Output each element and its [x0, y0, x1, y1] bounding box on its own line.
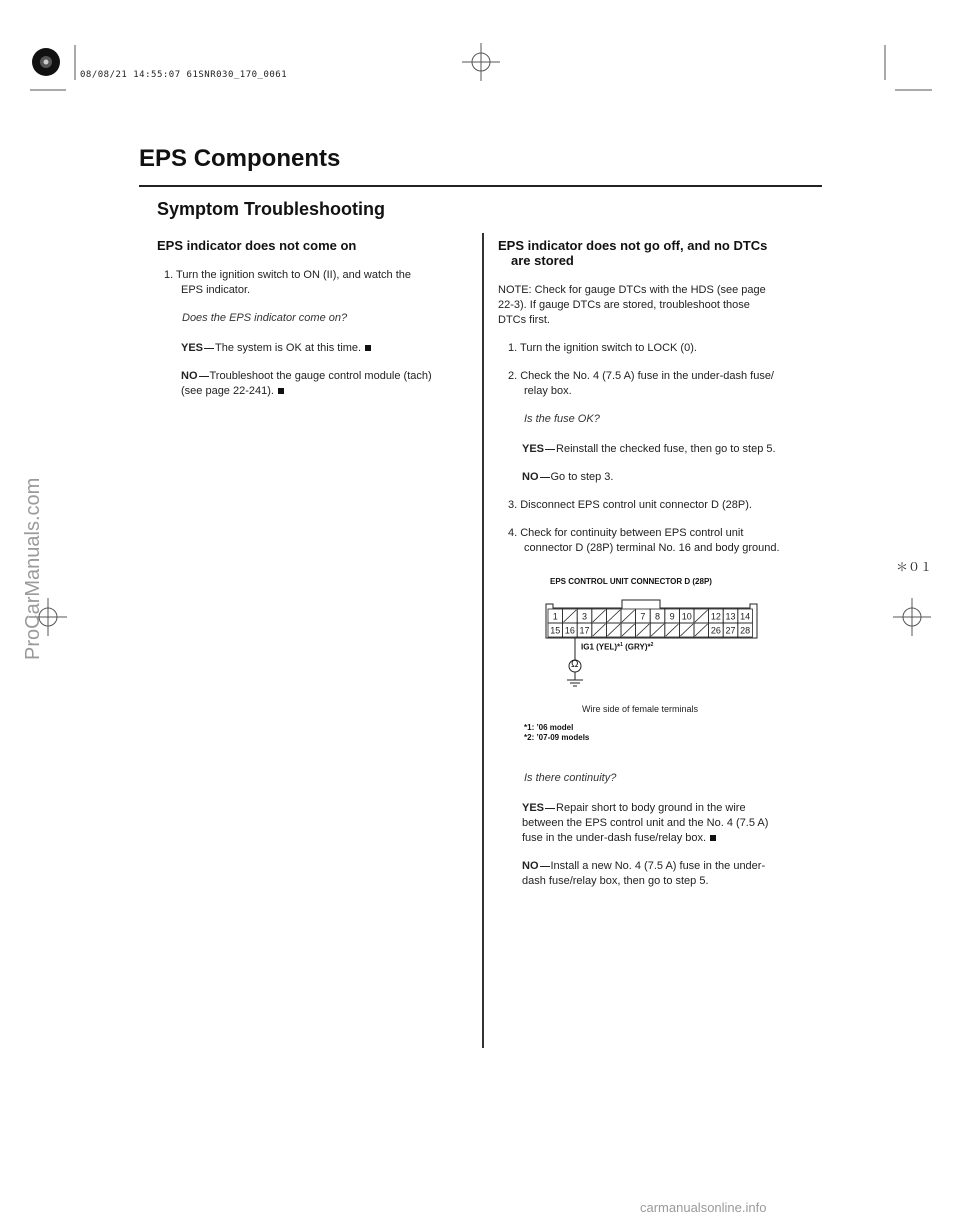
page-title: EPS Components — [139, 145, 341, 172]
right-no2 — [522, 859, 765, 874]
diagram-title: EPS CONTROL UNIT CONNECTOR D (28P) — [550, 577, 712, 586]
print-stamp: 08/08/21 14:55:07 61SNR030_170_0061 — [80, 70, 288, 80]
footnote-2: *2: ’07-09 models — [524, 733, 590, 742]
crop-target-top-left — [32, 48, 60, 76]
no-label: NO — [522, 860, 539, 872]
right-yes2 — [522, 801, 746, 816]
terminal-number: 28 — [740, 625, 751, 636]
no1-text: Go to step 3. — [550, 471, 614, 483]
empty-cavity-slash — [622, 624, 635, 636]
terminal-number: 17 — [579, 625, 590, 636]
empty-cavity-slash — [622, 610, 635, 622]
reference-mark: ＊０１ — [896, 560, 933, 574]
terminal-number: 10 — [681, 611, 692, 622]
dash — [540, 477, 550, 478]
empty-cavity-slash — [607, 610, 620, 622]
right-yes1 — [522, 442, 776, 457]
left-yes — [181, 341, 371, 356]
no-text-line1: Troubleshoot the gauge control module (tach) — [209, 370, 432, 382]
terminal-number: 3 — [581, 611, 588, 622]
right-no1 — [522, 470, 613, 485]
yes-label: YES — [522, 443, 545, 455]
no2-line1: Install a new No. 4 (7.5 A) fuse in the under- — [550, 860, 766, 872]
note-line2: 22-3). If gauge DTCs are stored, troubleshoot those — [498, 299, 750, 311]
end-square-icon — [278, 388, 284, 394]
right-heading-line2: are stored — [511, 253, 574, 268]
right-step2-line1: 2. Check the No. 4 (7.5 A) fuse in the under-dash fuse/ — [508, 370, 774, 382]
yes2-line3-wrap — [522, 831, 716, 846]
right-step4-line1: 4. Check for continuity between EPS control unit — [508, 527, 744, 539]
dash — [204, 348, 214, 349]
terminal-number: 16 — [564, 625, 575, 636]
wire-label-gry: (GRY)* — [625, 642, 651, 652]
dash — [199, 376, 209, 377]
dash — [545, 808, 555, 809]
yes2-line3: fuse in the under-dash fuse/relay box. — [522, 832, 707, 844]
terminal-number: 27 — [725, 625, 736, 636]
empty-cavity-slash — [680, 624, 693, 636]
body-ground-icon — [567, 680, 583, 686]
note-line3: DTCs first. — [498, 314, 550, 326]
wire-label-yel: IG1 (YEL)* — [581, 642, 621, 652]
terminal-number: 7 — [640, 611, 646, 622]
left-step1-line1: 1. Turn the ignition switch to ON (II), and watch the — [164, 269, 412, 281]
question-continuity: Is there continuity? — [524, 772, 617, 784]
footnote-1: *1: ’06 model — [524, 723, 574, 732]
terminal-number: 8 — [654, 611, 661, 622]
empty-cavity-slash — [593, 624, 606, 636]
left-no-line2 — [181, 384, 284, 399]
end-square-icon — [365, 345, 371, 351]
empty-cavity-slash — [666, 624, 679, 636]
crop-cross-top — [462, 43, 500, 81]
sup-2: 2 — [650, 642, 654, 648]
terminal-number: 26 — [710, 625, 721, 636]
yes2-line1: Repair short to body ground in the wire — [556, 802, 746, 814]
no2-line2: dash fuse/relay box, then go to step 5. — [522, 875, 709, 887]
yes-text: The system is OK at this time. — [215, 342, 362, 354]
empty-cavity-slash — [651, 624, 664, 636]
empty-cavity-slash — [593, 610, 606, 622]
empty-cavity-slash — [564, 610, 577, 622]
yes-label: YES — [522, 802, 545, 814]
diagram-caption: Wire side of female terminals — [582, 704, 699, 714]
yes-label: YES — [181, 342, 204, 354]
terminal-number: 13 — [725, 611, 736, 622]
terminal-number: 14 — [740, 611, 751, 622]
yes1-text: Reinstall the checked fuse, then go to step 5. — [556, 443, 776, 455]
dash — [545, 449, 555, 450]
crop-cross-right — [893, 598, 931, 636]
sup-1: 1 — [620, 642, 623, 648]
terminal-number: 15 — [550, 625, 561, 636]
no-label: NO — [181, 370, 198, 382]
no-label: NO — [522, 471, 539, 483]
end-square-icon — [710, 835, 716, 841]
left-question: Does the EPS indicator come on? — [182, 312, 348, 324]
column-divider — [482, 233, 484, 1048]
title-rule — [139, 185, 822, 187]
section-title: Symptom Troubleshooting — [157, 199, 385, 219]
right-step3: 3. Disconnect EPS control unit connector D (28P). — [508, 499, 752, 511]
terminal-number: 1 — [552, 611, 558, 622]
right-step1: 1. Turn the ignition switch to LOCK (0). — [508, 342, 697, 354]
note-line1: NOTE: Check for gauge DTCs with the HDS (see page — [498, 284, 766, 296]
left-no — [181, 369, 432, 384]
terminal-number: 9 — [669, 611, 675, 622]
dash — [540, 866, 550, 867]
empty-cavity-slash — [637, 624, 650, 636]
watermark-left: ProCarManuals.com — [22, 477, 44, 660]
yes2-line2: between the EPS control unit and the No. 4 (7.5 A) — [522, 817, 769, 829]
empty-cavity-slash — [695, 610, 708, 622]
left-step1-line2: EPS indicator. — [181, 284, 251, 296]
ohm-symbol: Ω — [571, 659, 579, 670]
left-heading: EPS indicator does not come on — [157, 238, 357, 253]
question-fuse: Is the fuse OK? — [524, 413, 600, 425]
no-text-line2: (see page 22-241). — [181, 385, 274, 397]
watermark-bottom: carmanualsonline.info — [640, 1200, 767, 1215]
wire-label — [581, 642, 653, 652]
right-heading-line1: EPS indicator does not go off, and no DTCs — [498, 238, 768, 253]
empty-cavity-slash — [695, 624, 708, 636]
right-step2-line2: relay box. — [524, 385, 572, 397]
empty-cavity-slash — [607, 624, 620, 636]
right-step4-line2: connector D (28P) terminal No. 16 and body ground. — [524, 542, 780, 554]
terminal-number: 12 — [710, 611, 721, 622]
